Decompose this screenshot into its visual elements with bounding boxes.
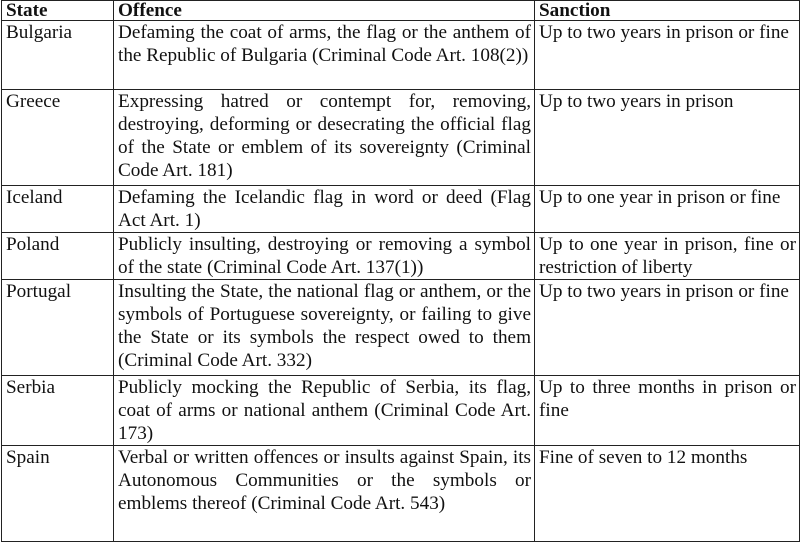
- flag-offences-table: [1, 0, 800, 542]
- offence-cell: Verbal or written offences or insults against Spain, its Autonomous Communities or the symbols or emblems thereof (Criminal Code Art. 543): [114, 446, 535, 542]
- sanction-cell: Up to two years in prison or fine: [535, 21, 800, 90]
- table-header-row: [2, 1, 800, 21]
- offence-cell: Publicly mocking the Republic of Serbia, its flag, coat of arms or national anthem (Criminal Code Art. 173): [114, 376, 535, 446]
- offence-cell: Expressing hatred or contempt for, removing, destroying, deforming or desecrating the official flag of the State or emblem of its sovereignty (Criminal Code Art. 181): [114, 90, 535, 186]
- state-cell: Greece: [2, 90, 114, 186]
- sanction-cell: Up to two years in prison: [535, 90, 800, 186]
- state-cell: Serbia: [2, 376, 114, 446]
- offence-cell: Publicly insulting, destroying or removing a symbol of the state (Criminal Code Art. 137(1)): [114, 233, 535, 280]
- state-cell: Portugal: [2, 280, 114, 376]
- table-row: [2, 21, 800, 90]
- sanction-cell: Up to one year in prison, fine or restriction of liberty: [535, 233, 800, 280]
- offence-cell: Insulting the State, the national flag or anthem, or the symbols of Portuguese sovereignty, or failing to give the State or its symbols the respect owed to them (Criminal Code Art. 332): [114, 280, 535, 376]
- sanction-cell: Up to one year in prison or fine: [535, 186, 800, 233]
- table-row: [2, 446, 800, 542]
- table-row: [2, 233, 800, 280]
- state-cell: Iceland: [2, 186, 114, 233]
- table-row: [2, 186, 800, 233]
- header-offence: Offence: [114, 1, 535, 21]
- offence-cell: Defaming the Icelandic flag in word or deed (Flag Act Art. 1): [114, 186, 535, 233]
- header-sanction: Sanction: [535, 1, 800, 21]
- header-state: State: [2, 1, 114, 21]
- table-row: [2, 90, 800, 186]
- offence-cell: Defaming the coat of arms, the flag or the anthem of the Republic of Bulgaria (Criminal Code Art. 108(2)): [114, 21, 535, 90]
- table-row: [2, 280, 800, 376]
- table-row: [2, 376, 800, 446]
- sanction-cell: Up to two years in prison or fine: [535, 280, 800, 376]
- state-cell: Poland: [2, 233, 114, 280]
- sanction-cell: Fine of seven to 12 months: [535, 446, 800, 542]
- state-cell: Spain: [2, 446, 114, 542]
- sanction-cell: Up to three months in prison or fine: [535, 376, 800, 446]
- state-cell: Bulgaria: [2, 21, 114, 90]
